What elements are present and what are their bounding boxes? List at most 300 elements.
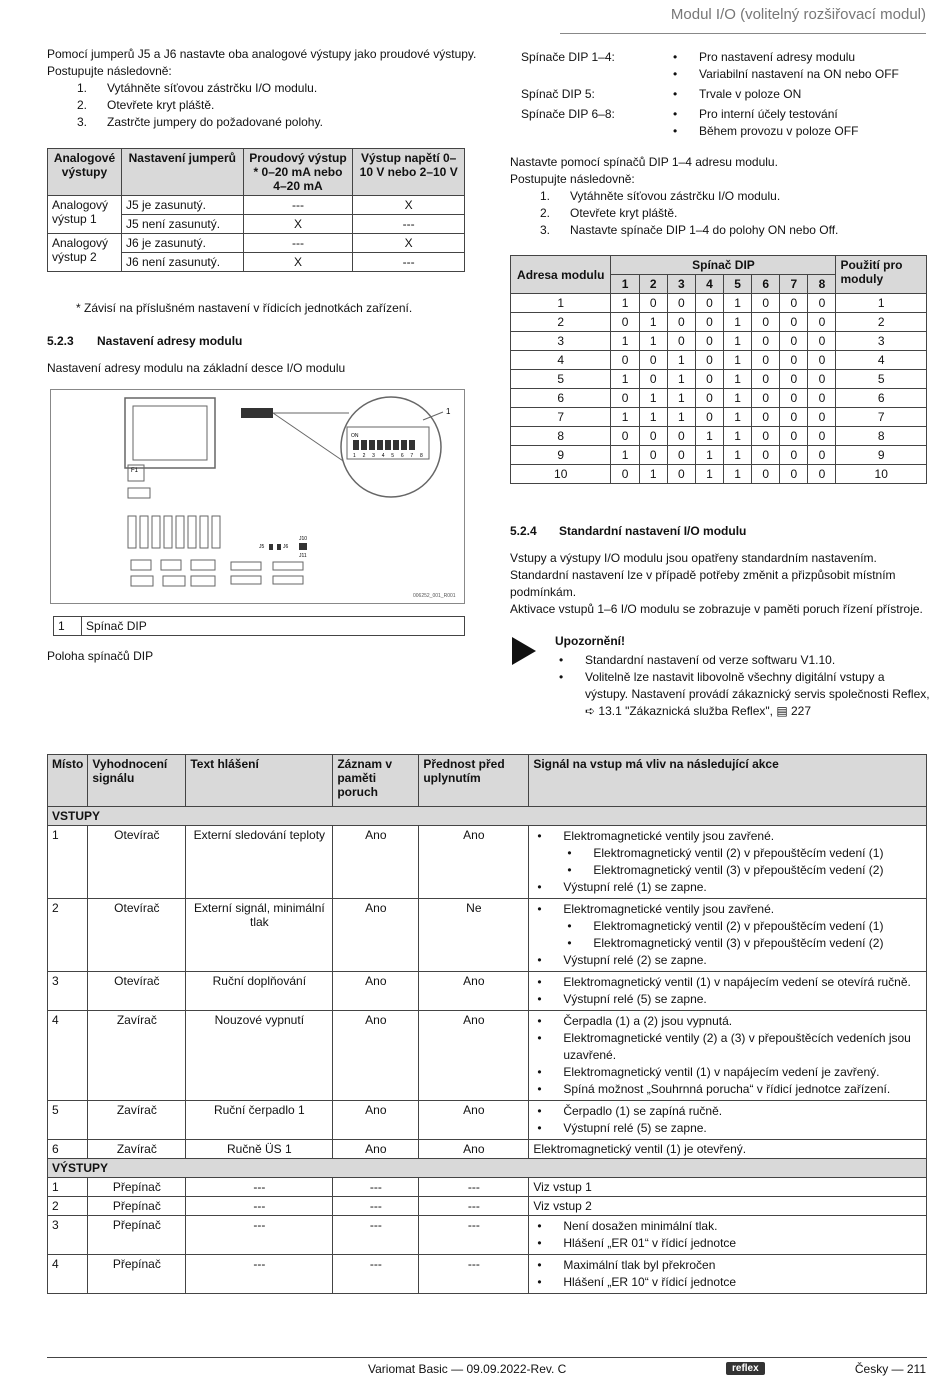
io-row xyxy=(48,1140,927,1159)
step-text: Otevřete kryt pláště. xyxy=(107,98,215,112)
io-action-item: • Elektromagnetické ventily jsou zavřené. xyxy=(533,901,922,918)
dip-state: 0 xyxy=(639,370,667,389)
paragraph: Standardní nastavení lze v případě potřeby změnit a přizpůsobit místním podmínkám. xyxy=(510,568,896,599)
section-523-text: Nastavení adresy modulu na základní desce I/O modulu xyxy=(47,361,346,375)
jumper-output: Analogový výstup 2 xyxy=(48,234,122,272)
dip-state: 0 xyxy=(808,389,836,408)
dip-state: 1 xyxy=(667,389,695,408)
io-eval: Otevírač xyxy=(88,972,186,1011)
dip-state: 0 xyxy=(780,465,808,484)
io-action-item: • Výstupní relé (5) se zapne. xyxy=(533,1120,922,1137)
dip-state: 0 xyxy=(808,351,836,370)
dip-state: 0 xyxy=(780,389,808,408)
io-text: Externí sledování teploty xyxy=(186,826,333,899)
dip-state: 1 xyxy=(723,427,751,446)
f1-label: F1 xyxy=(131,468,139,474)
step-text: Otevřete kryt pláště. xyxy=(570,206,678,220)
dip-state: 0 xyxy=(611,389,639,408)
dip-state: 1 xyxy=(639,332,667,351)
io-actions xyxy=(529,972,927,1011)
io-actions xyxy=(529,1197,927,1216)
io-place: 1 xyxy=(48,826,88,899)
dip-state: 1 xyxy=(667,370,695,389)
address-row xyxy=(511,370,927,389)
module-use: 3 xyxy=(836,332,927,351)
io-actions xyxy=(529,1140,927,1159)
io-place: 3 xyxy=(48,972,88,1011)
dip-state: 0 xyxy=(780,370,808,389)
io-row xyxy=(48,1255,927,1294)
jumper-table xyxy=(47,148,465,272)
io-row xyxy=(48,826,927,899)
module-use: 10 xyxy=(836,465,927,484)
dip-state: 0 xyxy=(611,465,639,484)
io-action-list xyxy=(533,1257,922,1291)
module-use: 1 xyxy=(836,294,927,313)
io-action-item: • Hlášení „ER 10“ v řídicí jednotce xyxy=(533,1274,922,1291)
dip-list-label: Spínače DIP 6–8: xyxy=(521,107,615,121)
io-memory: Ano xyxy=(333,972,419,1011)
left-intro xyxy=(47,46,477,131)
header-rule xyxy=(560,33,926,34)
io-memory: --- xyxy=(333,1197,419,1216)
step-number: 3. xyxy=(540,223,551,237)
dip-state: 1 xyxy=(695,446,723,465)
dip-state: 0 xyxy=(780,446,808,465)
jumper-voltage: --- xyxy=(353,215,465,234)
dip-state: 0 xyxy=(695,389,723,408)
io-priority: Ano xyxy=(419,1101,529,1140)
io-text: Ruční doplňování xyxy=(186,972,333,1011)
addr-intro: Nastavte pomocí spínačů DIP 1–4 adresu modulu. xyxy=(510,155,778,169)
jumper-setting: J6 není zasunutý. xyxy=(121,253,243,272)
dip-state: 1 xyxy=(723,294,751,313)
callout-1: 1 xyxy=(446,407,451,416)
io-place: 3 xyxy=(48,1216,88,1255)
dip-state: 0 xyxy=(695,332,723,351)
io-row xyxy=(48,1101,927,1140)
dip-number-header: 5 xyxy=(723,275,751,294)
dip-state: 0 xyxy=(752,408,780,427)
dip-state: 1 xyxy=(639,313,667,332)
dip-list-values xyxy=(669,49,931,83)
io-action-item: • Čerpadlo (1) se zapíná ručně. xyxy=(533,1103,922,1120)
dip-list-values xyxy=(669,86,931,103)
io-text: Nouzové vypnutí xyxy=(186,1011,333,1101)
dip-list-values xyxy=(669,106,931,140)
io-h-eval: Vyhodnocení signálu xyxy=(88,755,186,807)
dip-state: 0 xyxy=(639,294,667,313)
address-row xyxy=(511,332,927,351)
address-value: 2 xyxy=(511,313,611,332)
io-text: Externí signál, minimální tlak xyxy=(186,899,333,972)
io-place: 2 xyxy=(48,899,88,972)
address-row xyxy=(511,465,927,484)
dip-state: 0 xyxy=(752,427,780,446)
step-item xyxy=(77,97,477,114)
jumper-voltage: --- xyxy=(353,253,465,272)
io-priority: Ano xyxy=(419,826,529,899)
address-row xyxy=(511,427,927,446)
dip-state: 1 xyxy=(723,370,751,389)
dip-list-label: Spínače DIP 1–4: xyxy=(521,50,615,64)
legend-text: Spínač DIP xyxy=(82,617,465,636)
io-action-list xyxy=(533,901,922,969)
io-actions xyxy=(529,826,927,899)
jumper-current: --- xyxy=(243,234,353,253)
dip-state: 1 xyxy=(695,465,723,484)
dip-state: 0 xyxy=(808,313,836,332)
io-priority: --- xyxy=(419,1178,529,1197)
dip-list-item xyxy=(521,86,931,103)
io-actions xyxy=(529,1255,927,1294)
io-action-text: Viz vstup 2 xyxy=(533,1199,592,1213)
jumper-footnote: * Závisí na příslušném nastavení v řídicích jednotkách zařízení. xyxy=(76,301,413,315)
module-use: 2 xyxy=(836,313,927,332)
io-place: 5 xyxy=(48,1101,88,1140)
io-priority: Ne xyxy=(419,899,529,972)
step-text: Nastavte spínače DIP 1–4 do polohy ON nebo Off. xyxy=(570,223,839,237)
dip-state: 0 xyxy=(639,351,667,370)
io-h-text: Text hlášení xyxy=(186,755,333,807)
step-number: 2. xyxy=(540,206,551,220)
io-section-inputs xyxy=(48,807,927,826)
io-action-item: • Spíná možnost „Souhrnná porucha“ v řídicí jednotce zařízení. xyxy=(533,1081,922,1098)
j6-label: J6 xyxy=(283,544,289,550)
jumper-current: --- xyxy=(243,196,353,215)
io-place: 4 xyxy=(48,1255,88,1294)
io-action-item: • Výstupní relé (1) se zapne. xyxy=(533,879,922,896)
io-eval: Zavírač xyxy=(88,1140,186,1159)
jumper-current: X xyxy=(243,215,353,234)
dip-list-label: Spínač DIP 5: xyxy=(521,87,595,101)
io-priority: Ano xyxy=(419,972,529,1011)
dip-state: 0 xyxy=(667,294,695,313)
step-text: Vytáhněte síťovou zástrčku I/O modulu. xyxy=(570,189,781,203)
io-place: 1 xyxy=(48,1178,88,1197)
legend-num: 1 xyxy=(54,617,82,636)
notice-title: Upozornění! xyxy=(555,634,625,648)
jumper-voltage: X xyxy=(353,196,465,215)
dip-state: 1 xyxy=(723,351,751,370)
section-524-text xyxy=(510,550,928,618)
address-value: 1 xyxy=(511,294,611,313)
io-priority: Ano xyxy=(419,1140,529,1159)
footer-rule xyxy=(47,1357,927,1358)
dip-state: 0 xyxy=(667,465,695,484)
footer-page: Česky — 211 xyxy=(854,1362,926,1376)
jt-header-out: Analogové výstupy xyxy=(48,149,122,196)
io-action-list xyxy=(533,974,922,1008)
diagram-caption: Poloha spínačů DIP xyxy=(47,649,154,663)
dip-state: 0 xyxy=(780,351,808,370)
dip-list-value: • Během provozu v poloze OFF xyxy=(669,123,931,140)
io-text: --- xyxy=(186,1216,333,1255)
dip-number-header: 3 xyxy=(667,275,695,294)
paragraph: Vstupy a výstupy I/O modulu jsou opatřeny standardním nastavením. xyxy=(510,551,877,565)
dip-state: 0 xyxy=(780,427,808,446)
dip-state: 0 xyxy=(667,446,695,465)
dip-state: 0 xyxy=(752,370,780,389)
dip-state: 0 xyxy=(808,408,836,427)
dip-state: 1 xyxy=(639,389,667,408)
io-memory: --- xyxy=(333,1178,419,1197)
dip-state: 1 xyxy=(695,427,723,446)
j10-label: J10 xyxy=(299,536,308,542)
address-table xyxy=(510,255,927,484)
step-text: Vytáhněte síťovou zástrčku I/O modulu. xyxy=(107,81,318,95)
io-text: Ručně ÜS 1 xyxy=(186,1140,333,1159)
page-header-title: Modul I/O (volitelný rozšiřovací modul) xyxy=(670,6,926,23)
io-action-text: Viz vstup 1 xyxy=(533,1180,592,1194)
at-header-use: Použití pro moduly xyxy=(836,256,927,294)
io-place: 4 xyxy=(48,1011,88,1101)
step-item xyxy=(77,80,477,97)
jt-header-jumper: Nastavení jumperů xyxy=(121,149,243,196)
jumper-voltage: X xyxy=(353,234,465,253)
dip-state: 1 xyxy=(723,389,751,408)
io-action-list xyxy=(533,1013,922,1098)
dip-number-header: 1 xyxy=(611,275,639,294)
dip-state: 1 xyxy=(723,313,751,332)
step-number: 1. xyxy=(77,81,88,95)
dip-list-value: • Pro interní účely testování xyxy=(669,106,931,123)
dip-state: 0 xyxy=(780,332,808,351)
module-use: 7 xyxy=(836,408,927,427)
dip-state: 1 xyxy=(667,408,695,427)
io-memory: --- xyxy=(333,1216,419,1255)
dip-number-header: 6 xyxy=(752,275,780,294)
dip-state: 0 xyxy=(780,313,808,332)
io-action-item: • Elektromagnetický ventil (1) v napájecím vedení se otevírá ručně. xyxy=(533,974,922,991)
reflex-logo: reflex xyxy=(726,1362,765,1375)
address-value: 3 xyxy=(511,332,611,351)
address-row xyxy=(511,408,927,427)
io-action-item: • Hlášení „ER 01“ v řídicí jednotce xyxy=(533,1235,922,1252)
dip-state: 1 xyxy=(611,294,639,313)
address-value: 5 xyxy=(511,370,611,389)
footer-doc: Variomat Basic — 09.09.2022-Rev. C xyxy=(368,1362,567,1376)
address-row xyxy=(511,313,927,332)
io-action-list xyxy=(533,1218,922,1252)
dip-state: 0 xyxy=(752,446,780,465)
dip-state: 0 xyxy=(808,332,836,351)
step-number: 2. xyxy=(77,98,88,112)
addr-instructions xyxy=(510,154,930,239)
dip-state: 0 xyxy=(808,294,836,313)
io-row xyxy=(48,1178,927,1197)
io-action-item: • Elektromagnetický ventil (2) v přepouštěcím vedení (1) xyxy=(533,845,922,862)
addr-steps-intro: Postupujte následovně: xyxy=(510,172,635,186)
notice-item: • Volitelně lze nastavit libovolně všechny digitální vstupy a výstupy. Nastavení provádí zákaznický servis společnosti Reflex, ➪ 13.1 "Zákaznická služba Reflex", ▤ 227 xyxy=(555,669,930,720)
step-text: Zastrčte jumpery do požadované polohy. xyxy=(107,115,323,129)
dip-state: 0 xyxy=(752,351,780,370)
dip-list-value: • Trvale v poloze ON xyxy=(669,86,931,103)
board-drawing xyxy=(51,390,464,603)
dip-number-header: 7 xyxy=(780,275,808,294)
jt-header-voltage: Výstup napětí 0–10 V nebo 2–10 V xyxy=(353,149,465,196)
io-eval: Přepínač xyxy=(88,1216,186,1255)
dip-state: 0 xyxy=(695,408,723,427)
io-place: 2 xyxy=(48,1197,88,1216)
io-eval: Otevírač xyxy=(88,899,186,972)
dip-state: 0 xyxy=(667,427,695,446)
module-use: 4 xyxy=(836,351,927,370)
dip-on-label: ON xyxy=(351,433,359,439)
io-priority: --- xyxy=(419,1216,529,1255)
dip-number-header: 4 xyxy=(695,275,723,294)
dip-state: 1 xyxy=(723,465,751,484)
dip-state: 0 xyxy=(695,351,723,370)
io-action-item: • Elektromagnetický ventil (3) v přepouštěcím vedení (2) xyxy=(533,935,922,952)
io-text: --- xyxy=(186,1178,333,1197)
address-value: 9 xyxy=(511,446,611,465)
io-text: --- xyxy=(186,1255,333,1294)
right-steps-list xyxy=(510,188,930,239)
io-actions xyxy=(529,1101,927,1140)
io-eval: Přepínač xyxy=(88,1197,186,1216)
dip-state: 0 xyxy=(667,313,695,332)
module-use: 6 xyxy=(836,389,927,408)
at-header-addr: Adresa modulu xyxy=(511,256,611,294)
io-priority: --- xyxy=(419,1197,529,1216)
io-action-item: • Výstupní relé (5) se zapne. xyxy=(533,991,922,1008)
jumper-current: X xyxy=(243,253,353,272)
module-use: 8 xyxy=(836,427,927,446)
j5-label: J5 xyxy=(259,544,265,550)
io-place: 6 xyxy=(48,1140,88,1159)
j11-label: J11 xyxy=(299,553,307,559)
dip-state: 1 xyxy=(667,351,695,370)
io-priority: --- xyxy=(419,1255,529,1294)
io-section-outputs-label: VÝSTUPY xyxy=(48,1159,927,1178)
dip-state: 1 xyxy=(611,408,639,427)
io-eval: Zavírač xyxy=(88,1101,186,1140)
io-memory: Ano xyxy=(333,1011,419,1101)
figure-code: 006252_001_R001 xyxy=(413,593,456,599)
address-row xyxy=(511,351,927,370)
dip-state: 0 xyxy=(780,408,808,427)
notice-item: • Standardní nastavení od verze softwaru V1.10. xyxy=(555,652,930,669)
dip-state: 0 xyxy=(752,465,780,484)
io-action-item: • Elektromagnetický ventil (2) v přepouštěcím vedení (1) xyxy=(533,918,922,935)
jumper-output: Analogový výstup 1 xyxy=(48,196,122,234)
dip-state: 0 xyxy=(752,332,780,351)
io-actions xyxy=(529,1011,927,1101)
dip-state: 1 xyxy=(723,332,751,351)
io-actions xyxy=(529,1216,927,1255)
dip-numbers: 1 2 3 4 5 6 7 8 xyxy=(353,453,426,459)
module-use: 5 xyxy=(836,370,927,389)
io-action-item: • Elektromagnetický ventil (3) v přepouštěcím vedení (2) xyxy=(533,862,922,879)
address-row xyxy=(511,446,927,465)
dip-state: 0 xyxy=(667,332,695,351)
io-priority: Ano xyxy=(419,1011,529,1101)
dip-state: 0 xyxy=(695,370,723,389)
io-action-item: • Elektromagnetické ventily (2) a (3) v přepouštěcích vedeních jsou uzavřené. xyxy=(533,1030,922,1064)
dip-state: 0 xyxy=(695,294,723,313)
paragraph: Aktivace vstupů 1–6 I/O modulu se zobrazuje v paměti poruch řízení přístroje. xyxy=(510,602,923,616)
io-row xyxy=(48,899,927,972)
io-actions xyxy=(529,1178,927,1197)
section-523-number: 5.2.3 xyxy=(47,334,74,348)
step-item xyxy=(540,205,930,222)
dip-switch-list xyxy=(521,49,931,143)
io-row xyxy=(48,972,927,1011)
section-524-number: 5.2.4 xyxy=(510,524,537,538)
jt-header-current: Proudový výstup * 0–20 mA nebo 4–20 mA xyxy=(243,149,353,196)
dip-number-header: 8 xyxy=(808,275,836,294)
diagram-legend xyxy=(53,616,465,636)
jumper-setting: J6 je zasunutý. xyxy=(121,234,243,253)
jumper-setting: J5 je zasunutý. xyxy=(121,196,243,215)
dip-list-value: • Pro nastavení adresy modulu xyxy=(669,49,931,66)
io-memory: --- xyxy=(333,1255,419,1294)
dip-state: 1 xyxy=(639,408,667,427)
dip-state: 0 xyxy=(611,427,639,446)
dip-list-value: • Variabilní nastavení na ON nebo OFF xyxy=(669,66,931,83)
dip-state: 0 xyxy=(808,427,836,446)
dip-state: 1 xyxy=(611,370,639,389)
address-value: 10 xyxy=(511,465,611,484)
dip-list-item xyxy=(521,106,931,140)
dip-number-header: 2 xyxy=(639,275,667,294)
jumper-row xyxy=(48,234,465,253)
step-item xyxy=(540,222,930,239)
io-signal-table xyxy=(47,754,927,1294)
dip-state: 0 xyxy=(611,351,639,370)
address-row xyxy=(511,389,927,408)
io-h-place: Místo xyxy=(48,755,88,807)
dip-state: 1 xyxy=(723,446,751,465)
step-number: 3. xyxy=(77,115,88,129)
dip-state: 0 xyxy=(752,389,780,408)
notice-icon xyxy=(512,637,536,668)
io-action-item: • Není dosažen minimální tlak. xyxy=(533,1218,922,1235)
io-row xyxy=(48,1197,927,1216)
dip-state: 0 xyxy=(808,446,836,465)
io-eval: Zavírač xyxy=(88,1011,186,1101)
address-value: 7 xyxy=(511,408,611,427)
io-h-mem: Záznam v paměti poruch xyxy=(333,755,419,807)
io-action-item: • Výstupní relé (2) se zapne. xyxy=(533,952,922,969)
address-value: 8 xyxy=(511,427,611,446)
at-header-dip: Spínač DIP xyxy=(611,256,836,275)
dip-state: 0 xyxy=(752,294,780,313)
dip-state: 1 xyxy=(639,465,667,484)
io-text: Ruční čerpadlo 1 xyxy=(186,1101,333,1140)
io-memory: Ano xyxy=(333,826,419,899)
dip-state: 0 xyxy=(611,313,639,332)
io-board-diagram xyxy=(50,389,465,604)
io-action-item: • Maximální tlak byl překročen xyxy=(533,1257,922,1274)
io-section-outputs xyxy=(48,1159,927,1178)
address-value: 6 xyxy=(511,389,611,408)
io-action-text: Elektromagnetický ventil (1) je otevřený. xyxy=(533,1142,747,1156)
step-item xyxy=(540,188,930,205)
dip-state: 0 xyxy=(808,465,836,484)
dip-state: 0 xyxy=(639,427,667,446)
io-memory: Ano xyxy=(333,899,419,972)
io-row xyxy=(48,1011,927,1101)
io-memory: Ano xyxy=(333,1101,419,1140)
io-actions xyxy=(529,899,927,972)
steps-intro: Postupujte následovně: xyxy=(47,64,172,78)
dip-state: 0 xyxy=(695,313,723,332)
io-text: --- xyxy=(186,1197,333,1216)
dip-state: 1 xyxy=(611,332,639,351)
address-value: 4 xyxy=(511,351,611,370)
